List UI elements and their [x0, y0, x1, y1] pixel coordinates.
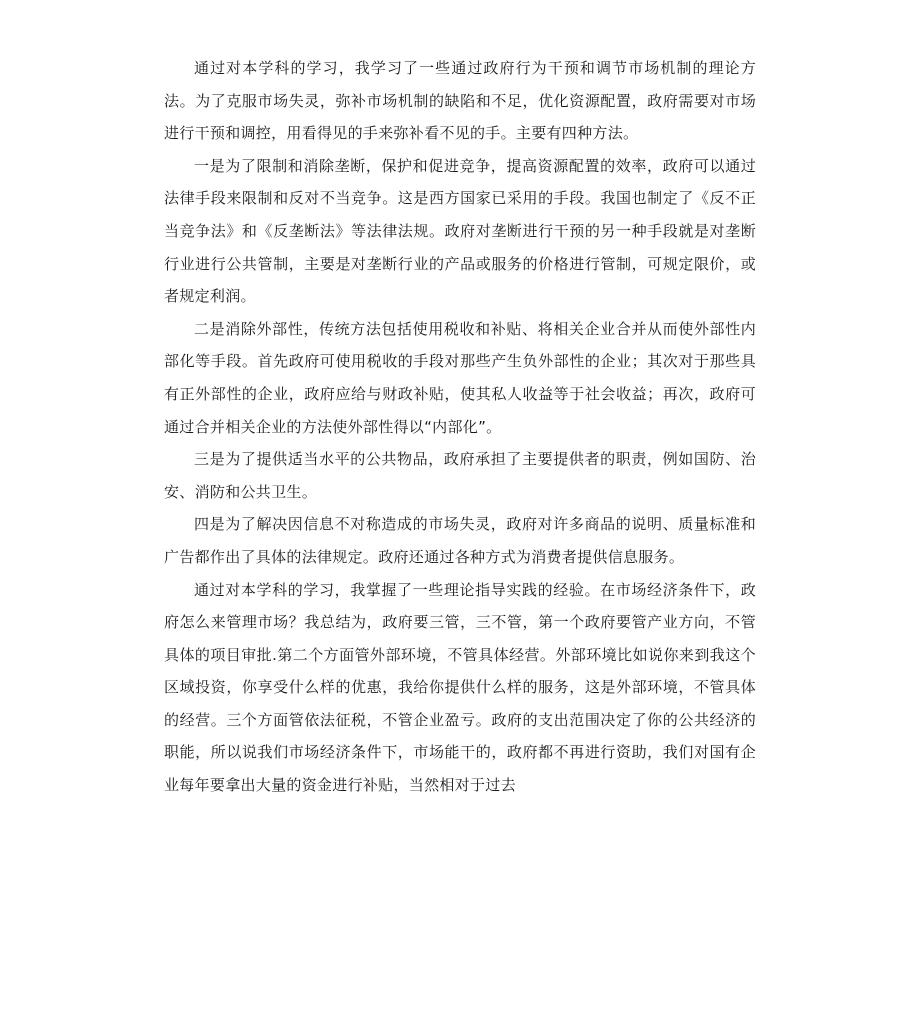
document-body: [164, 52, 756, 802]
paragraph-method-three: 三是为了提供适当水平的公共物品，政府承担了主要提供者的职责，例如国防、治安、消防和公共卫生。: [164, 450, 756, 501]
paragraph-method-four: 四是为了解决因信息不对称造成的市场失灵，政府对许多商品的说明、质量标准和广告都作出了具体的法律规定。政府还通过各种方式为消费者提供信息服务。: [164, 515, 756, 566]
paragraph-method-one: 一是为了限制和消除垄断，保护和促进竞争，提高资源配置的效率，政府可以通过法律手段来限制和反对不当竞争。这是西方国家已采用的手段。我国也制定了《反不正当竞争法》和《反垄断法》等法律法规。政府对垄断进行干预的另一种手段就是对垄断行业进行公共管制，主要是对垄断行业的产品或服务的价格进行管制，可规定限价，或者规定利润。: [164, 156, 756, 306]
paragraph-intro: 通过对本学科的学习，我学习了一些通过政府行为干预和调节市场机制的理论方法。为了克服市场失灵，弥补市场机制的缺陷和不足，优化资源配置，政府需要对市场进行干预和调控，用看得见的手来弥补看不见的手。主要有四种方法。: [164, 59, 756, 143]
paragraph-method-two: 二是消除外部性，传统方法包括使用税收和补贴、将相关企业合并从而使外部性内部化等手段。首先政府可使用税收的手段对那些产生负外部性的企业；其次对于那些具有正外部性的企业，政府应给与财政补贴，使其私人收益等于社会收益；再次，政府可通过合并相关企业的方法使外部性得以“内部化”。: [164, 319, 756, 436]
paragraph-practice: 通过对本学科的学习，我掌握了一些理论指导实践的经验。在市场经济条件下，政府怎么来管理市场？我总结为，政府要三管，三不管，第一个政府要管产业方向，不管具体的项目审批.第二个方面管外部环境，不管具体经营。外部环境比如说你来到我这个区域投资，你享受什么样的优惠，我给你提供什么样的服务，这是外部环境，不管具体的经营。三个方面管依法征税，不管企业盈亏。政府的支出范围决定了你的公共经济的职能，所以说我们市场经济条件下，市场能干的，政府都不再进行资助，我们对国有企业每年要拿出大量的资金进行补贴，当然相对于过去: [164, 580, 756, 795]
